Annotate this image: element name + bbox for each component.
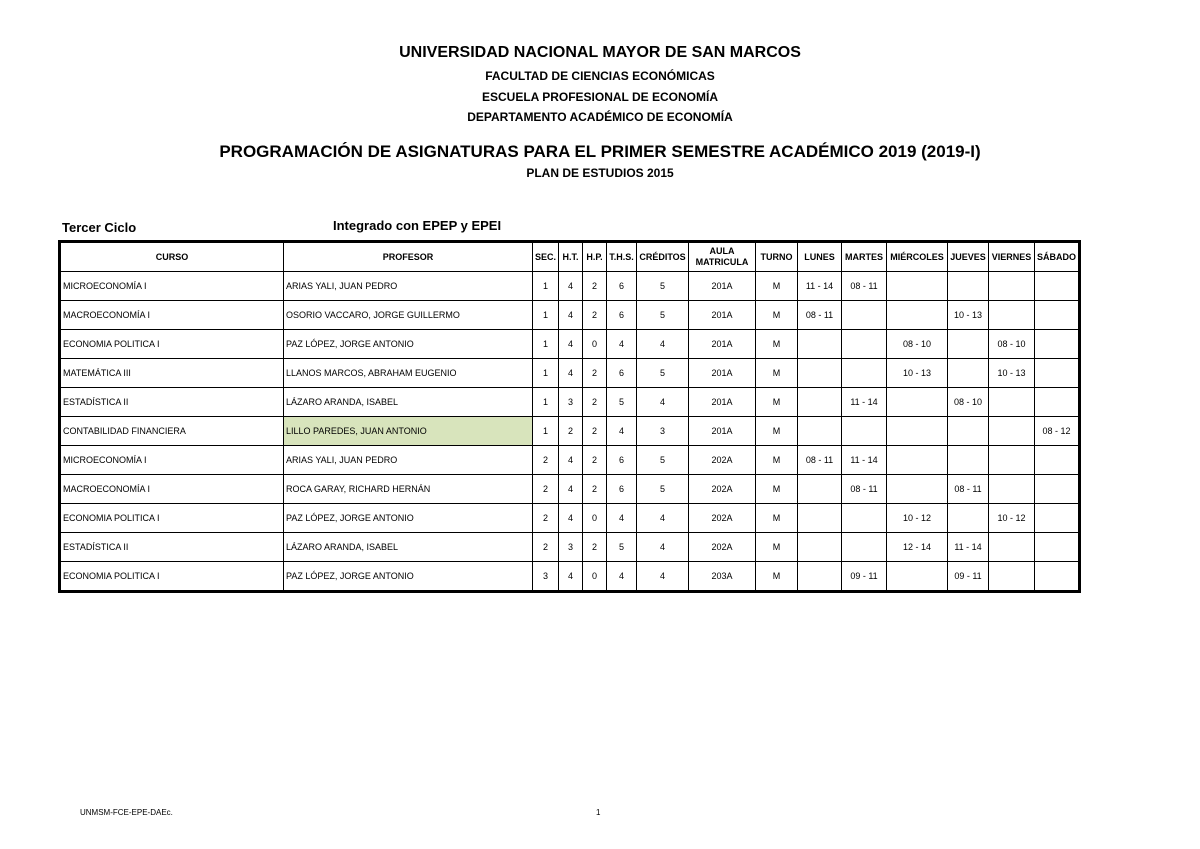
table-row [60, 359, 1080, 388]
column-header: VIERNES [989, 242, 1035, 272]
table-cell: 08 - 11 [842, 475, 887, 504]
table-cell: ECONOMIA POLITICA I [60, 562, 284, 592]
table-cell [798, 388, 842, 417]
column-header: LUNES [798, 242, 842, 272]
table-cell [842, 533, 887, 562]
table-row [60, 301, 1080, 330]
table-cell [1035, 301, 1080, 330]
table-cell: 4 [637, 533, 689, 562]
table-cell: 08 - 11 [948, 475, 989, 504]
table-cell: ECONOMIA POLITICA I [60, 504, 284, 533]
table-cell: 11 - 14 [842, 388, 887, 417]
table-cell: 2 [559, 417, 583, 446]
column-header: MIÉRCOLES [887, 242, 948, 272]
table-cell [948, 504, 989, 533]
table-cell: ESTADÍSTICA II [60, 388, 284, 417]
table-cell: 1 [533, 417, 559, 446]
table-cell: 3 [559, 388, 583, 417]
table-cell: 2 [583, 388, 607, 417]
table-cell [989, 562, 1035, 592]
table-cell: MICROECONOMÍA I [60, 272, 284, 301]
table-cell: PAZ LÓPEZ, JORGE ANTONIO [284, 330, 533, 359]
table-cell: ECONOMIA POLITICA I [60, 330, 284, 359]
table-cell: 2 [533, 504, 559, 533]
column-header: CURSO [60, 242, 284, 272]
table-row [60, 562, 1080, 592]
table-cell [1035, 388, 1080, 417]
table-cell: PAZ LÓPEZ, JORGE ANTONIO [284, 504, 533, 533]
table-cell: 2 [583, 359, 607, 388]
table-cell: 6 [607, 301, 637, 330]
table-cell [887, 446, 948, 475]
table-cell: 4 [559, 475, 583, 504]
table-cell: 08 - 10 [989, 330, 1035, 359]
table-cell: 0 [583, 504, 607, 533]
table-cell: 2 [583, 475, 607, 504]
table-row [60, 533, 1080, 562]
document-title: PROGRAMACIÓN DE ASIGNATURAS PARA EL PRIMER SEMESTRE ACADÉMICO 2019 (2019-I) [219, 142, 981, 161]
table-cell: 201A [689, 330, 756, 359]
column-header: MARTES [842, 242, 887, 272]
table-cell [948, 417, 989, 446]
table-cell: 4 [559, 446, 583, 475]
column-header: H.T. [559, 242, 583, 272]
table-cell: ESTADÍSTICA II [60, 533, 284, 562]
column-header: SÁBADO [1035, 242, 1080, 272]
table-cell: 6 [607, 446, 637, 475]
table-cell: 201A [689, 388, 756, 417]
table-cell: 4 [559, 359, 583, 388]
table-cell [1035, 533, 1080, 562]
table-cell: 1 [533, 359, 559, 388]
table-cell: 08 - 11 [842, 272, 887, 301]
table-cell [887, 475, 948, 504]
university-title: UNIVERSIDAD NACIONAL MAYOR DE SAN MARCOS [399, 44, 801, 61]
plan-subtitle: PLAN DE ESTUDIOS 2015 [526, 166, 674, 180]
table-cell: 11 - 14 [798, 272, 842, 301]
table-cell [798, 475, 842, 504]
table-cell [989, 417, 1035, 446]
footer-code: UNMSM-FCE-EPE-DAEc. [80, 808, 173, 817]
table-cell [887, 272, 948, 301]
table-cell: 4 [559, 504, 583, 533]
table-cell: 3 [559, 533, 583, 562]
table-cell [1035, 446, 1080, 475]
table-cell [798, 562, 842, 592]
table-cell [842, 359, 887, 388]
table-cell [887, 301, 948, 330]
table-row [60, 504, 1080, 533]
table-row [60, 446, 1080, 475]
column-header: JUEVES [948, 242, 989, 272]
table-cell: 12 - 14 [887, 533, 948, 562]
table-cell [989, 388, 1035, 417]
table-cell: ARIAS YALI, JUAN PEDRO [284, 272, 533, 301]
table-cell: M [756, 562, 798, 592]
table-cell: M [756, 388, 798, 417]
table-cell: 10 - 12 [989, 504, 1035, 533]
table-cell: 1 [533, 272, 559, 301]
table-cell: 4 [559, 272, 583, 301]
column-header: PROFESOR [284, 242, 533, 272]
table-cell: MACROECONOMÍA I [60, 301, 284, 330]
table-cell: M [756, 359, 798, 388]
table-cell: 1 [533, 330, 559, 359]
table-cell: OSORIO VACCARO, JORGE GUILLERMO [284, 301, 533, 330]
table-cell: 6 [607, 475, 637, 504]
table-cell: ARIAS YALI, JUAN PEDRO [284, 446, 533, 475]
table-cell [1035, 359, 1080, 388]
table-cell: 202A [689, 533, 756, 562]
table-cell: 201A [689, 301, 756, 330]
table-cell: M [756, 301, 798, 330]
table-cell [1035, 475, 1080, 504]
table-cell: 08 - 11 [798, 446, 842, 475]
table-cell: CONTABILIDAD FINANCIERA [60, 417, 284, 446]
table-cell: 202A [689, 504, 756, 533]
table-cell: 202A [689, 475, 756, 504]
table-cell: 2 [583, 301, 607, 330]
column-header: SEC. [533, 242, 559, 272]
table-cell [842, 301, 887, 330]
integrated-label: Integrado con EPEP y EPEI [333, 218, 502, 233]
table-cell [989, 272, 1035, 301]
table-cell: 5 [607, 533, 637, 562]
table-cell [1035, 272, 1080, 301]
column-header: AULA MATRICULA [689, 242, 756, 272]
table-cell: M [756, 272, 798, 301]
table-cell: 5 [637, 301, 689, 330]
table-row [60, 330, 1080, 359]
column-header: CRÉDITOS [637, 242, 689, 272]
table-cell [948, 359, 989, 388]
school-title: ESCUELA PROFESIONAL DE ECONOMÍA [481, 90, 719, 104]
page-number: 1 [596, 808, 601, 817]
table-cell [798, 533, 842, 562]
table-cell [887, 562, 948, 592]
table-cell: M [756, 504, 798, 533]
table-cell: 10 - 13 [948, 301, 989, 330]
column-header: H.P. [583, 242, 607, 272]
table-cell [989, 446, 1035, 475]
table-cell [798, 330, 842, 359]
table-cell: M [756, 446, 798, 475]
column-header: T.H.S. [607, 242, 637, 272]
table-cell: MICROECONOMÍA I [60, 446, 284, 475]
table-cell [842, 417, 887, 446]
table-cell: 08 - 12 [1035, 417, 1080, 446]
table-cell [887, 417, 948, 446]
table-cell: 201A [689, 359, 756, 388]
table-cell: 201A [689, 417, 756, 446]
table-cell [989, 475, 1035, 504]
table-cell [989, 533, 1035, 562]
table-cell: 201A [689, 272, 756, 301]
schedule-table [58, 240, 1081, 593]
table-cell [798, 417, 842, 446]
table-cell: 4 [637, 562, 689, 592]
table-cell: 1 [533, 388, 559, 417]
table-cell [1035, 330, 1080, 359]
table-header-row [60, 242, 1080, 272]
table-cell: 4 [559, 301, 583, 330]
table-cell: LLANOS MARCOS, ABRAHAM EUGENIO [284, 359, 533, 388]
table-cell: MATEMÁTICA III [60, 359, 284, 388]
table-cell [989, 301, 1035, 330]
column-header: TURNO [756, 242, 798, 272]
table-cell: 3 [533, 562, 559, 592]
table-cell: M [756, 475, 798, 504]
table-cell [948, 446, 989, 475]
table-cell: 2 [533, 475, 559, 504]
table-row [60, 272, 1080, 301]
table-cell: 6 [607, 272, 637, 301]
table-cell: 203A [689, 562, 756, 592]
table-cell: 4 [637, 330, 689, 359]
table-cell: PAZ LÓPEZ, JORGE ANTONIO [284, 562, 533, 592]
table-cell: 4 [637, 504, 689, 533]
table-cell [948, 272, 989, 301]
table-cell: LÁZARO ARANDA, ISABEL [284, 533, 533, 562]
table-cell: 11 - 14 [948, 533, 989, 562]
table-cell: 10 - 12 [887, 504, 948, 533]
table-cell: 5 [637, 272, 689, 301]
table-cell: ROCA GARAY, RICHARD HERNÁN [284, 475, 533, 504]
table-cell: 09 - 11 [948, 562, 989, 592]
table-cell: 4 [607, 504, 637, 533]
table-cell [1035, 504, 1080, 533]
table-row [60, 417, 1080, 446]
table-cell: 3 [637, 417, 689, 446]
table-row [60, 475, 1080, 504]
table-cell: 1 [533, 301, 559, 330]
table-cell: LÁZARO ARANDA, ISABEL [284, 388, 533, 417]
table-cell [842, 330, 887, 359]
table-cell: 08 - 10 [887, 330, 948, 359]
table-cell: 4 [559, 330, 583, 359]
table-cell: 2 [583, 446, 607, 475]
table-cell: LILLO PAREDES, JUAN ANTONIO [284, 417, 533, 446]
table-cell: 4 [607, 417, 637, 446]
table-cell: 4 [607, 562, 637, 592]
table-cell: M [756, 330, 798, 359]
table-cell: 6 [607, 359, 637, 388]
table-cell: 5 [637, 359, 689, 388]
table-cell: 4 [607, 330, 637, 359]
table-cell: M [756, 533, 798, 562]
table-cell: 2 [533, 533, 559, 562]
table-cell: 2 [583, 272, 607, 301]
table-cell: 10 - 13 [989, 359, 1035, 388]
table-cell: 2 [583, 417, 607, 446]
table-cell [1035, 562, 1080, 592]
table-cell: 09 - 11 [842, 562, 887, 592]
cycle-label: Tercer Ciclo [62, 220, 137, 235]
table-cell: 202A [689, 446, 756, 475]
table-cell [798, 359, 842, 388]
table-cell: 5 [637, 475, 689, 504]
table-cell: 08 - 11 [798, 301, 842, 330]
table-cell: 2 [583, 533, 607, 562]
table-cell: 10 - 13 [887, 359, 948, 388]
table-cell: 5 [607, 388, 637, 417]
table-cell: 4 [559, 562, 583, 592]
table-row [60, 388, 1080, 417]
department-title: DEPARTAMENTO ACADÉMICO DE ECONOMÍA [467, 110, 733, 124]
table-cell: M [756, 417, 798, 446]
table-cell: MACROECONOMÍA I [60, 475, 284, 504]
table-cell [887, 388, 948, 417]
table-cell [948, 330, 989, 359]
table-cell: 5 [637, 446, 689, 475]
table-cell [842, 504, 887, 533]
table-cell: 4 [637, 388, 689, 417]
table-cell: 0 [583, 562, 607, 592]
faculty-title: FACULTAD DE CIENCIAS ECONÓMICAS [485, 69, 715, 83]
table-cell: 2 [533, 446, 559, 475]
table-cell: 11 - 14 [842, 446, 887, 475]
table-cell [798, 504, 842, 533]
table-cell: 08 - 10 [948, 388, 989, 417]
table-cell: 0 [583, 330, 607, 359]
